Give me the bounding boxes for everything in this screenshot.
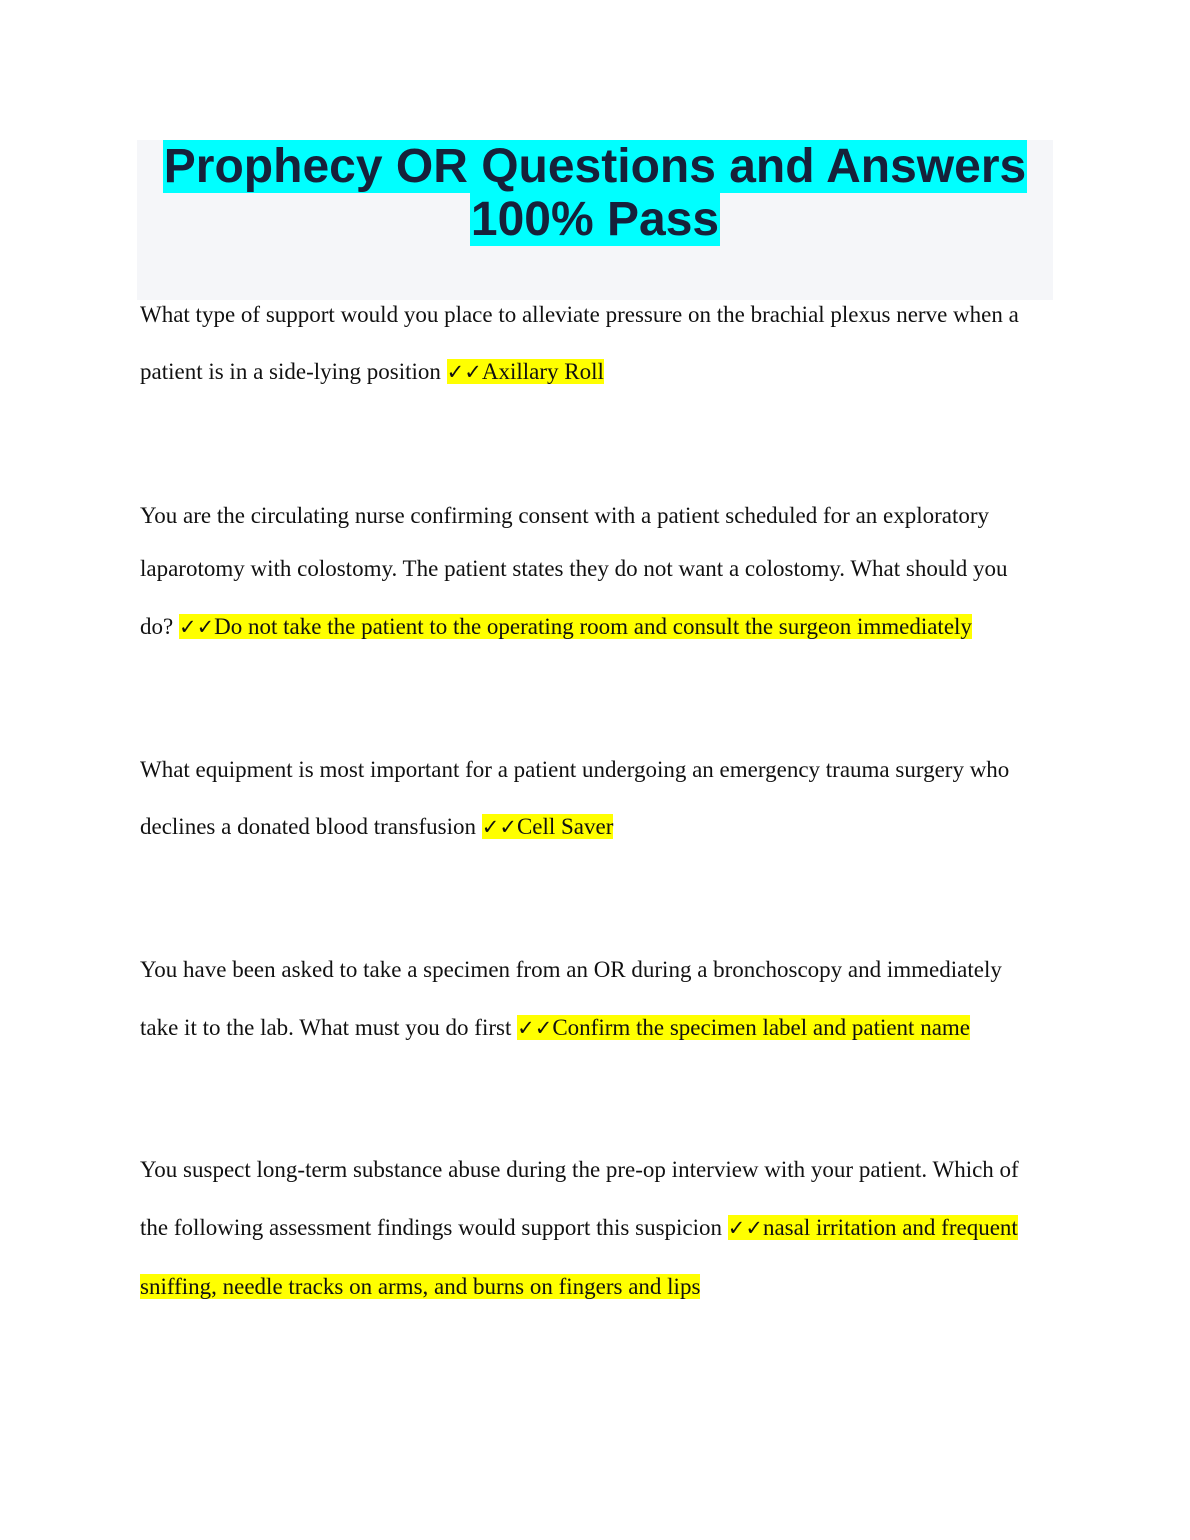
check-icon: ✓✓ (446, 360, 482, 384)
check-icon: ✓✓ (178, 615, 215, 639)
question-1-line-2: patient is in a side-lying position ✓✓Axillary Roll (140, 359, 604, 384)
answer-2-highlight (179, 614, 972, 639)
answer-4: Confirm the specimen label and patient name (552, 1015, 971, 1040)
check-icon: ✓✓ (481, 815, 517, 839)
answer-5-part-2: sniffing, needle tracks on arms, and burns on fingers and lips (140, 1274, 701, 1299)
question-2-line-1: You are the circulating nurse confirming consent with a patient scheduled for an exploratory (140, 503, 990, 528)
question-4-line-2: take it to the lab. What must you do first ✓✓Confirm the specimen label and patient name (140, 1015, 971, 1040)
check-icon: ✓✓ (517, 1016, 553, 1040)
answer-1: Axillary Roll (481, 359, 604, 384)
check-icon: ✓✓ (727, 1216, 763, 1240)
answer-1-highlight (447, 359, 604, 384)
page-title-line-1: Prophecy OR Questions and Answers (163, 140, 1027, 193)
question-5-line-3 (140, 1272, 700, 1302)
question-4-line-1: You have been asked to take a specimen from an OR during a bronchoscopy and immediately (140, 957, 1002, 982)
answer-2: Do not take the patient to the operating room and consult the surgeon immediately (214, 614, 972, 639)
question-3-line-1: What equipment is most important for a patient undergoing an emergency trauma surgery who (140, 757, 1010, 782)
question-1-line-1: What type of support would you place to alleviate pressure on the brachial plexus nerve when a (140, 302, 1019, 327)
answer-5-highlight (728, 1215, 1018, 1240)
title-block (137, 140, 1053, 300)
question-2-line-2: laparotomy with colostomy. The patient states they do not want a colostomy. What should you (140, 556, 1008, 581)
answer-3: Cell Saver (516, 814, 614, 839)
page-title-line-2: 100% Pass (470, 193, 720, 246)
answer-5-part-1: nasal irritation and frequent (762, 1215, 1018, 1240)
question-5-line-2: the following assessment findings would support this suspicion ✓✓nasal irritation and frequent (140, 1215, 1018, 1240)
question-5-line-1: You suspect long-term substance abuse during the pre-op interview with your patient. Which of (140, 1157, 1019, 1182)
answer-4-highlight (517, 1015, 970, 1040)
answer-3-highlight (482, 814, 614, 839)
question-3-line-2: declines a donated blood transfusion ✓✓Cell Saver (140, 814, 614, 839)
question-2-line-3: do? ✓✓Do not take the patient to the operating room and consult the surgeon immediately (140, 614, 972, 639)
